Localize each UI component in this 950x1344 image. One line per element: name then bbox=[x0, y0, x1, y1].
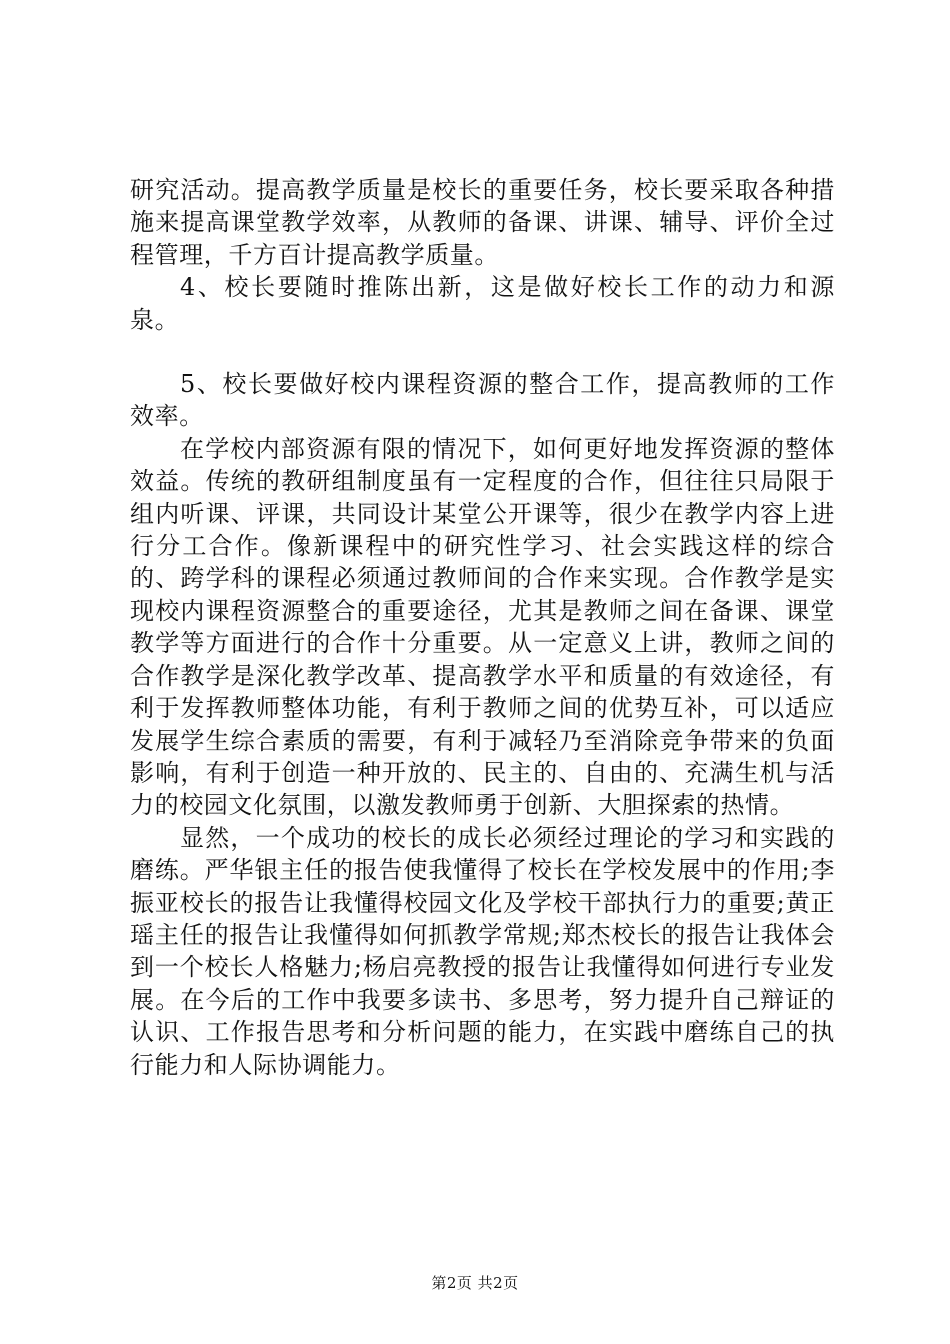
paragraph-point-5: 5、校长要做好校内课程资源的整合工作，提高教师的工作效率。 bbox=[130, 370, 835, 431]
page-number-footer: 第2页 共2页 bbox=[431, 1274, 519, 1292]
paragraph-continuation: 研究活动。提高教学质量是校长的重要任务，校长要采取各种措施来提高课堂教学效率，从教师的备课、讲课、辅导、评价全过程管理，千方百计提高教学质量。 bbox=[130, 176, 835, 269]
paragraph-conclusion: 显然，一个成功的校长的成长必须经过理论的学习和实践的磨练。严华银主任的报告使我懂得了校长在学校发展中的作用;李振亚校长的报告让我懂得校园文化及学校干部执行力的重要;黄正瑶主任的报告让我懂得如何抓教学常规;郑杰校长的报告让我体会到一个校长人格魅力;杨启亮教授的报告让我懂得如何进行专业发展。在今后的工作中我要多读书、多思考，努力提升自己辩证的认识、工作报告思考和分析问题的能力，在实践中磨练自己的执行能力和人际协调能力。 bbox=[130, 823, 835, 1079]
paragraph-point-4: 4、校长要随时推陈出新，这是做好校长工作的动力和源泉。 bbox=[130, 273, 835, 334]
document-body bbox=[130, 174, 835, 1081]
paragraph-resources: 在学校内部资源有限的情况下，如何更好地发挥资源的整体效益。传统的教研组制度虽有一定程度的合作，但往往只局限于组内听课、评课，共同设计某堂公开课等，很少在教学内容上进行分工合作。像新课程中的研究性学习、社会实践这样的综合的、跨学科的课程必须通过教师间的合作来实现。合作教学是实现校内课程资源整合的重要途径，尤其是教师之间在备课、课堂教学等方面进行的合作十分重要。从一定意义上讲，教师之间的合作教学是深化教学改革、提高教学水平和质量的有效途径，有利于发挥教师整体功能，有利于教师之间的优势互补，可以适应发展学生综合素质的需要，有利于减轻乃至消除竞争带来的负面影响，有利于创造一种开放的、民主的、自由的、充满生机与活力的校园文化氛围，以激发教师勇于创新、大胆探索的热情。 bbox=[130, 434, 835, 820]
